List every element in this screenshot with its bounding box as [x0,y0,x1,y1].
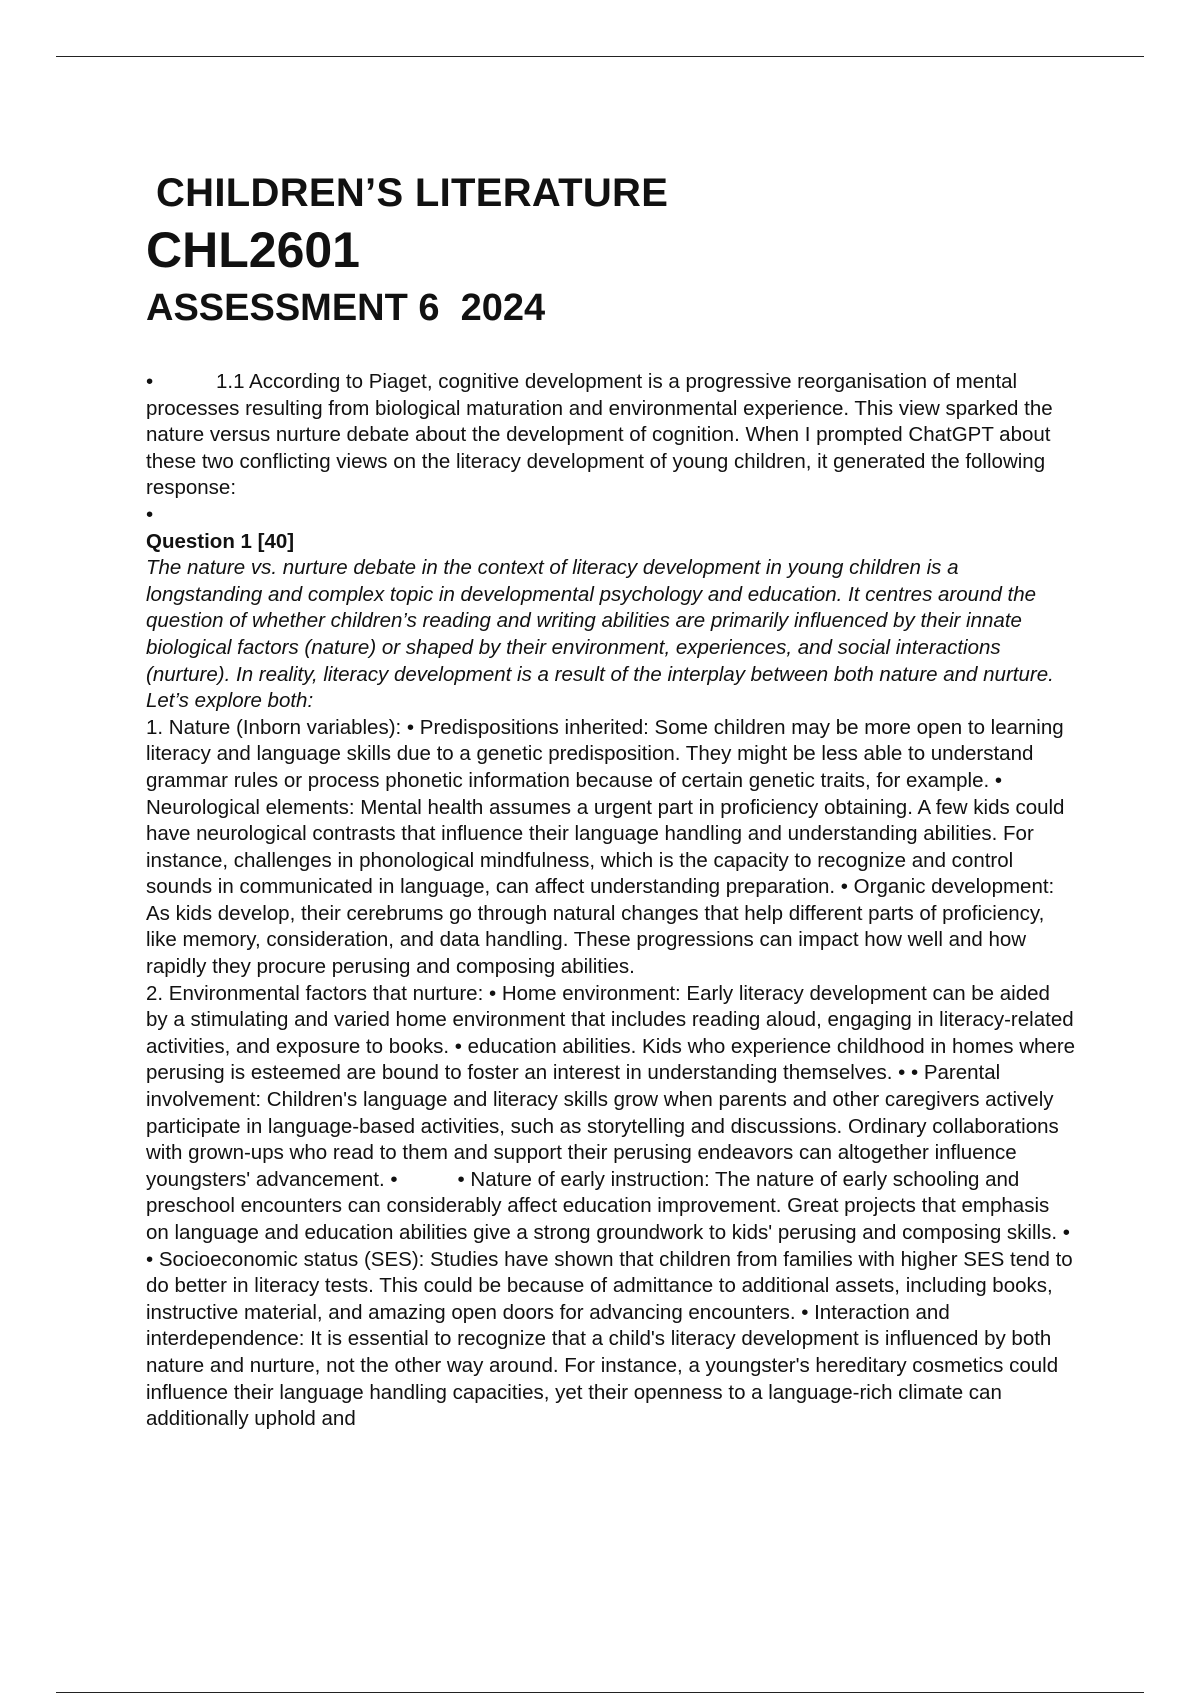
question-heading: Question 1 [40] [146,529,295,553]
bottom-rule [56,1692,1144,1693]
title-block [146,170,668,330]
intro-text: 1.1 According to Piaget, cognitive development is a progressive reorganisation of mental processes resulting from biological maturation and environmental experience. This view sparked the nature versus nurture debate about the development of cognition. When I prompted ChatGPT about these two conflicting views on the literacy development of young children, it generated the following response: [146,370,1053,500]
empty-bullet: • [146,502,154,526]
intro-bullet: • [146,370,154,393]
intro-paragraph [146,369,1076,502]
chatgpt-response-intro: The nature vs. nurture debate in the context of literacy development in young children is a longstanding and complex topic in developmental psychology and education. It centres around the question of whether children’s reading and writing abilities are primarily influenced by their innate biological factors (nature) or shaped by their environment, experiences, and social interactions (nurture). In reality, literacy development is a result of the interplay between both nature and nurture. Let’s explore both: [146,556,1054,713]
nurture-text-part1: 2. Environmental factors that nurture: • Home environment: Early literacy development can be aided by a stimulating and varied home environment that includes reading aloud, engaging in literacy-related activities, and exposure to books. • education abilities. Kids who experience childhood in homes where perusing is esteemed are bound to foster an interest in understanding themselves. • • Parental involvement: Children's language and literacy skills grow when parents and other caregivers actively participate in language-based activities, such as storytelling and discussions. Ordinary collaborations with grown-ups who read to them and support their perusing endeavors can altogether influence youngsters' advancement. • [146,981,1076,1191]
course-code: CHL2601 [146,222,360,278]
nature-paragraph: 1. Nature (Inborn variables): • Predispositions inherited: Some children may be more open to learning literacy and language skills due to a genetic predisposition. They might be less able to understand grammar rules or process phonetic information because of certain genetic traits, for example. • Neurological elements: Mental health assumes a urgent part in proficiency obtaining. A few kids could have neurological contrasts that influence their language handling and understanding abilities. For instance, challenges in phonological mindfulness, which is the capacity to recognize and control sounds in communicated in language, can affect understanding preparation. • Organic development: As kids develop, their cerebrums go through natural changes that help different parts of proficiency, like memory, consideration, and data handling. These progressions can impact how well and how rapidly they procure perusing and composing abilities. [146,715,1065,979]
document-body [146,369,1076,1433]
assessment-heading: ASSESSMENT 6 2024 [146,287,546,329]
document-title: CHILDREN’S LITERATURE [156,171,669,215]
top-rule [56,56,1144,57]
nurture-paragraph [146,981,1076,1433]
nurture-text-part2: • Nature of early instruction: The nature of early schooling and preschool encounters can considerably affect education improvement. Great projects that emphasis on language and education abilities give a strong groundwork to kids' perusing and composing skills. • • Socioeconomic status (SES): Studies have shown that children from families with higher SES tend to do better in literacy tests. This could be because of admittance to additional assets, including books, instructive material, and amazing open doors for advancing encounters. • Interaction and interdependence: It is essential to recognize that a child's literacy development is influenced by both nature and nurture, not the other way around. For instance, a youngster's hereditary cosmetics could influence their language handling capacities, yet their openness to a language-rich climate can additionally uphold and [146,1167,1073,1431]
